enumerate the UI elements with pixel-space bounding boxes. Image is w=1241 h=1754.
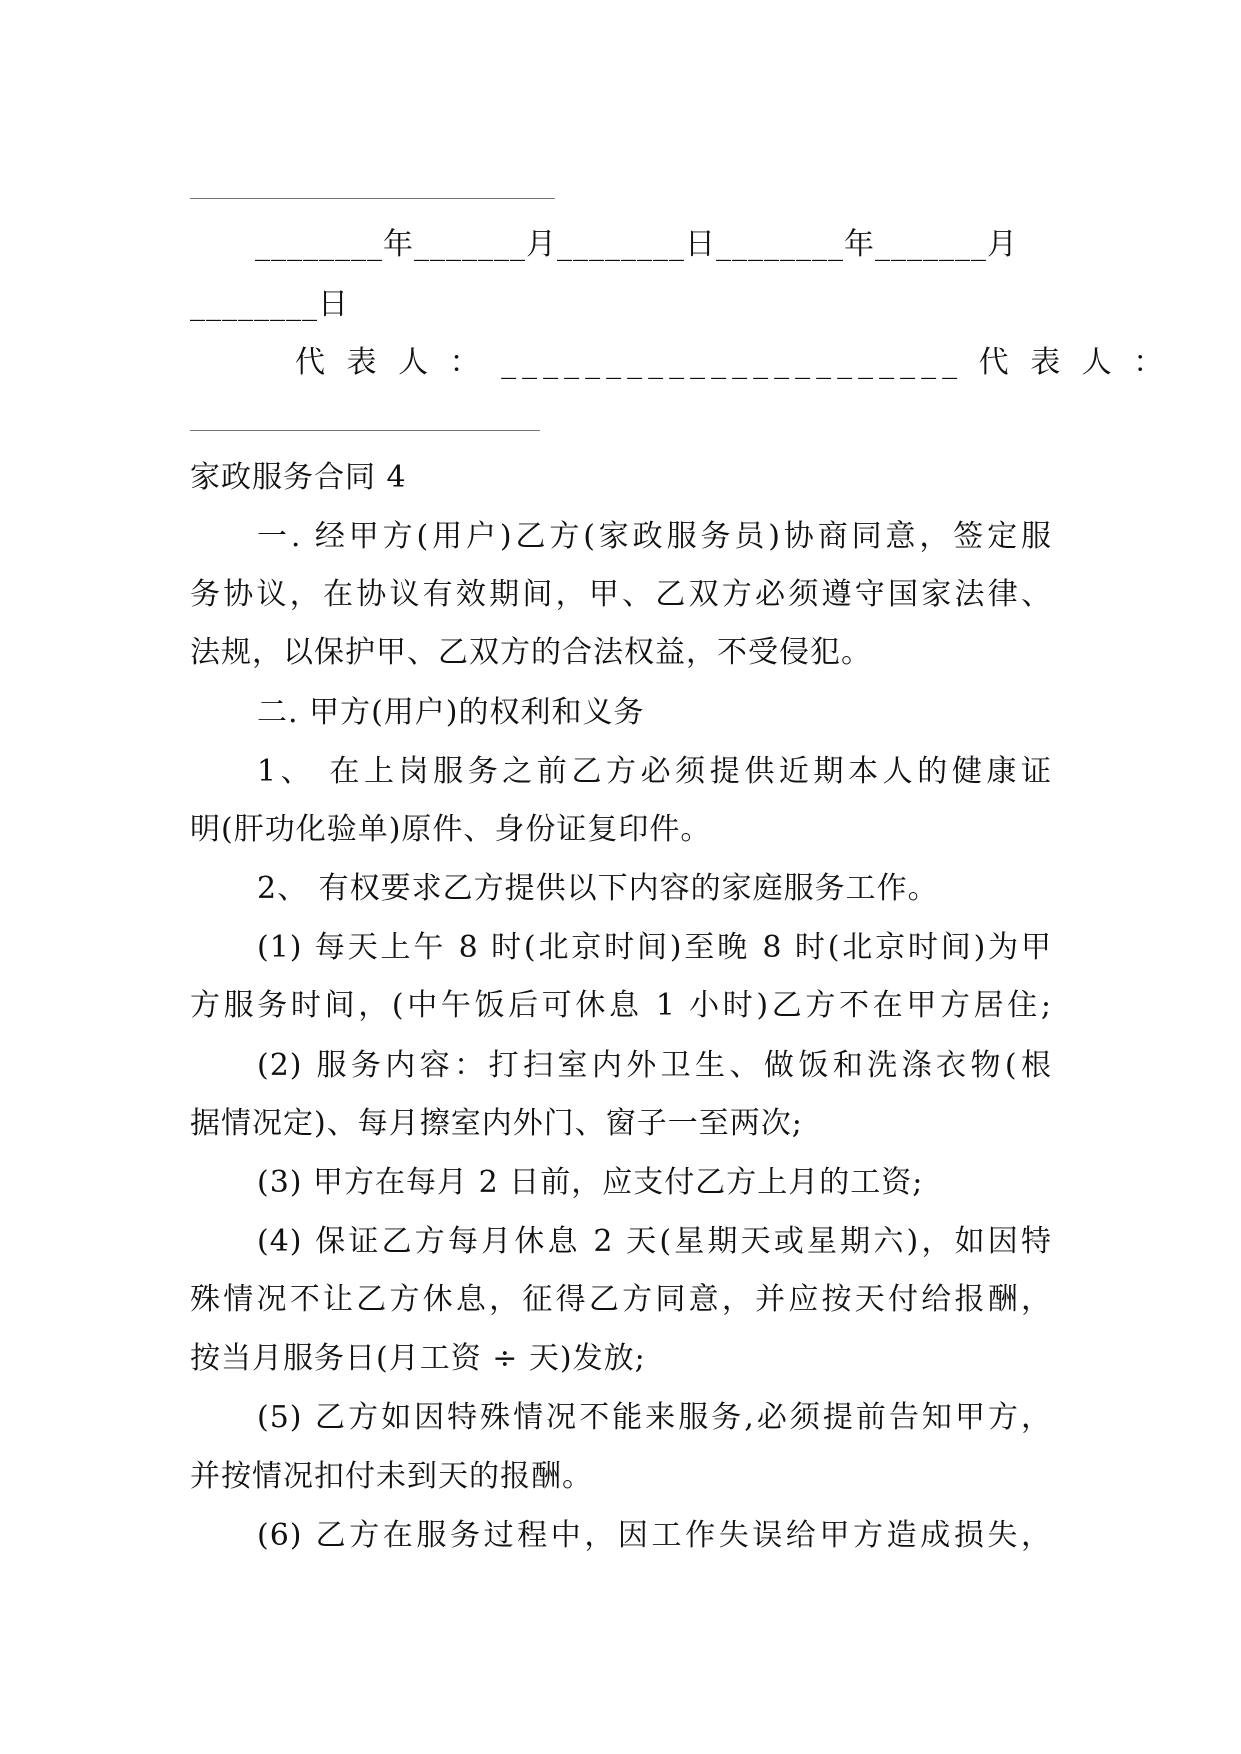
paragraph-line: 二. 甲方(用户)的权利和义务 xyxy=(257,695,645,730)
paragraph-line: 据情况定)、每月擦室内外门、窗子一至两次; xyxy=(190,1106,803,1141)
paragraph-line: 并按情况扣付未到天的报酬。 xyxy=(190,1459,593,1494)
paragraph-line: (2) 服务内容：打扫室内外卫生、做饭和洗涤衣物(根 xyxy=(257,1048,1052,1083)
representative-line: 代 表 人 ： ______________________ 代 表 人 ： xyxy=(295,345,1170,380)
paragraph-line: 按当月服务日(月工资 ÷ 天)发放; xyxy=(190,1341,646,1376)
paragraph-line: 明(肝功化验单)原件、身份证复印件。 xyxy=(190,812,712,847)
paragraph-line: 2、 有权要求乙方提供以下内容的家庭服务工作。 xyxy=(257,871,939,906)
paragraph-line: 1、 在上岗服务之前乙方必须提供近期本人的健康证 xyxy=(257,754,1052,789)
paragraph-line: (6) 乙方在服务过程中，因工作失误给甲方造成损失， xyxy=(257,1518,1052,1553)
date-line-2: ________日 xyxy=(190,287,349,322)
section-title: 家政服务合同 4 xyxy=(190,460,407,495)
paragraph-line: 方服务时间，(中午饭后可休息 1 小时)乙方不在甲方居住; xyxy=(190,988,1052,1023)
paragraph-line: 一. 经甲方(用户)乙方(家政服务员)协商同意，签定服 xyxy=(257,519,1052,554)
paragraph-line: (1) 每天上午 8 时(北京时间)至晚 8 时(北京时间)为甲 xyxy=(257,930,1052,965)
date-line-1: ________年_______月________日________年_______月 xyxy=(255,227,1018,262)
paragraph-line: 务协议，在协议有效期间，甲、乙双方必须遵守国家法律、 xyxy=(190,577,1052,612)
paragraph-line: 殊情况不让乙方休息，征得乙方同意，并应按天付给报酬， xyxy=(190,1282,1052,1317)
signature-blank-line-bottom xyxy=(190,430,540,431)
signature-blank-line-top xyxy=(190,198,555,199)
paragraph-line: (3) 甲方在每月 2 日前，应支付乙方上月的工资; xyxy=(257,1165,924,1200)
paragraph-line: (5) 乙方如因特殊情况不能来服务,必须提前告知甲方， xyxy=(257,1400,1052,1435)
paragraph-line: (4) 保证乙方每月休息 2 天(星期天或星期六)，如因特 xyxy=(257,1224,1052,1259)
paragraph-line: 法规，以保护甲、乙双方的合法权益，不受侵犯。 xyxy=(190,635,872,670)
